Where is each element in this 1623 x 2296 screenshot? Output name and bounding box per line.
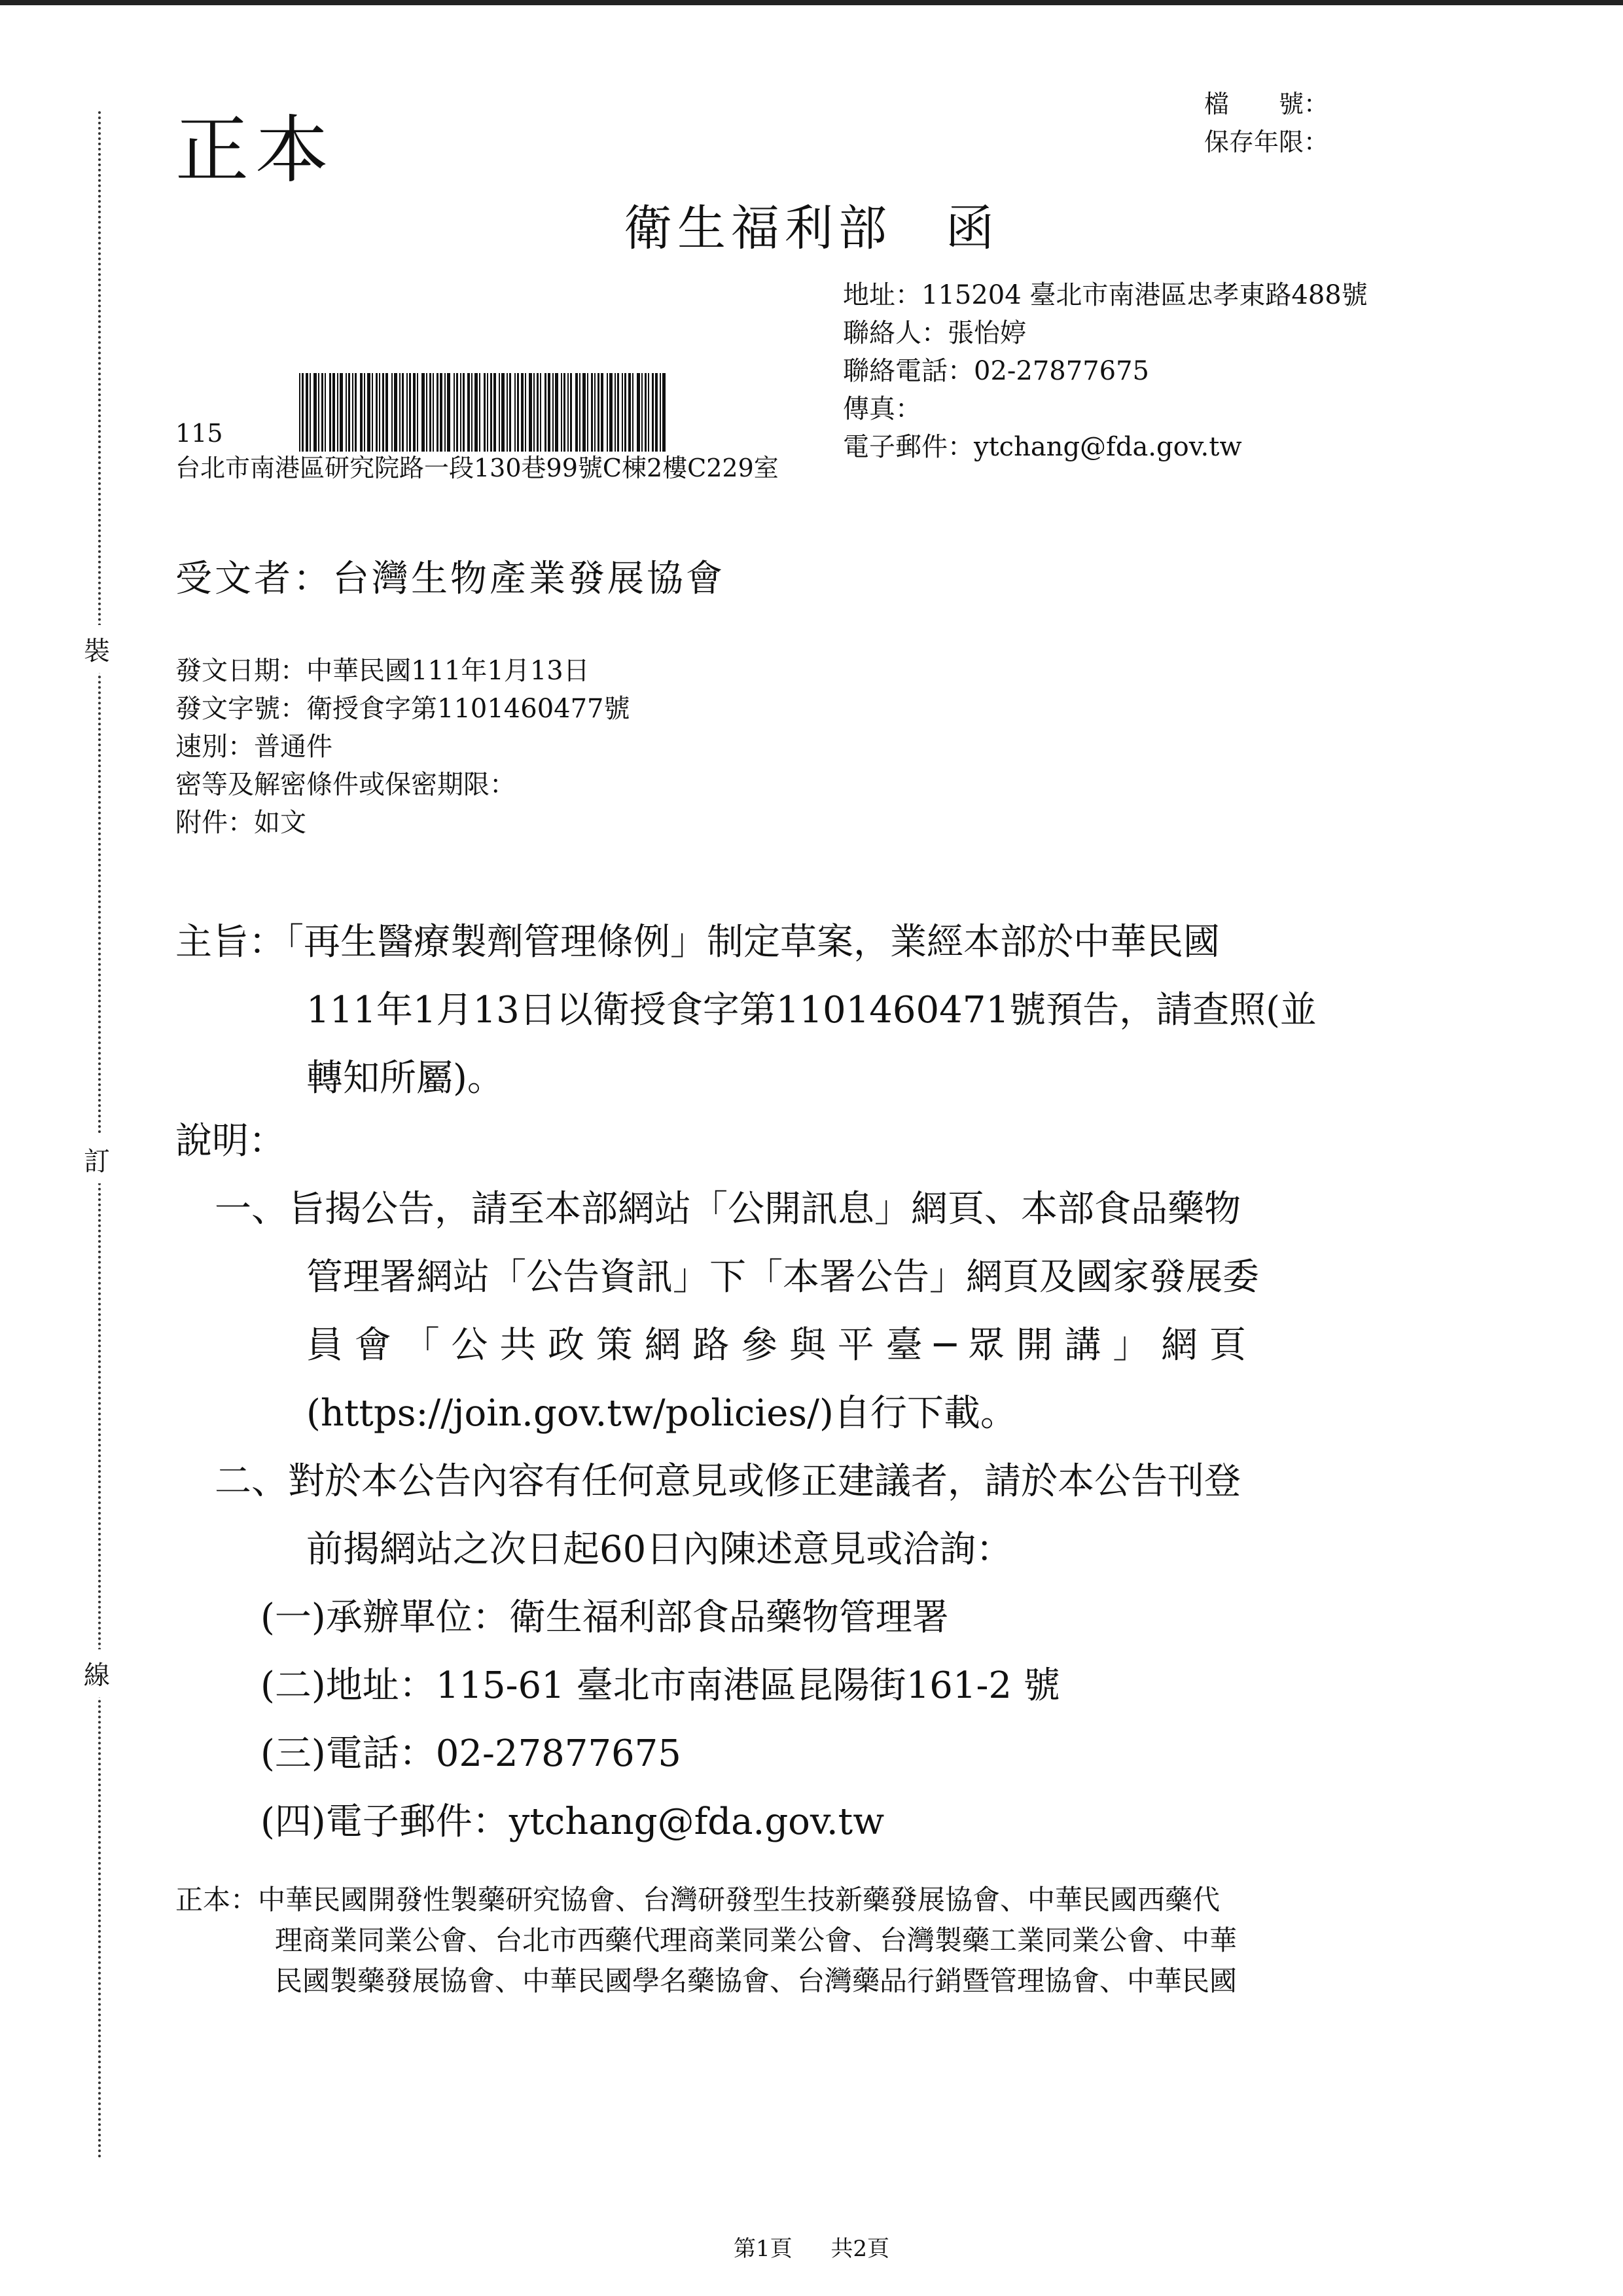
barcode-bar <box>552 373 554 452</box>
barcode-bar <box>340 373 343 452</box>
barcode-bar <box>509 373 511 452</box>
contact-phone: 聯絡電話：02-27877675 <box>843 356 1150 386</box>
barcode-bar <box>460 373 461 452</box>
barcode-bar <box>394 373 397 452</box>
mailing-postcode: 115 <box>175 419 223 448</box>
barcode-bar <box>609 373 613 452</box>
page-number <box>0 2231 1623 2263</box>
archive-info <box>1204 85 1329 161</box>
contact-fax: 傳真： <box>843 394 921 424</box>
barcode-bar <box>648 373 649 452</box>
barcode-bar <box>299 373 300 452</box>
barcode-bar <box>525 373 526 452</box>
barcode-bar <box>537 373 539 452</box>
barcode-bar <box>321 373 323 452</box>
barcode-bar <box>544 373 546 452</box>
contact-email: 電子郵件：ytchang@fda.gov.tw <box>843 432 1242 462</box>
mailing-address: 台北市南港區研究院路一段130巷99號C棟2樓C229室 <box>175 454 779 482</box>
barcode-bar <box>413 373 416 452</box>
binding-mark-ding: 訂 <box>84 1136 110 1183</box>
current-page: 第1頁 <box>733 2236 793 2262</box>
barcode-bar <box>617 373 619 452</box>
barcode-bar <box>367 373 370 452</box>
barcode-bar <box>582 373 586 452</box>
barcode-bar <box>382 373 384 452</box>
barcode-bar <box>507 373 508 452</box>
barcode-bar <box>628 373 631 452</box>
barcode-bar <box>313 373 317 452</box>
barcode-bar <box>385 373 388 452</box>
barcode-bar <box>409 373 411 452</box>
contact-address: (二)地址：115-61 臺北市南港區昆陽街161-2 號 <box>260 1664 1060 1707</box>
original-copy-stamp: 正本 <box>175 108 335 193</box>
explanation-item-2-line: 前揭網站之次日起60日內陳述意見或洽詢： <box>306 1528 1013 1571</box>
barcode-bar <box>533 373 535 452</box>
binding-mark-xian: 線 <box>84 1649 110 1697</box>
total-pages: 共2頁 <box>830 2236 890 2262</box>
subject-section <box>175 908 1317 1113</box>
barcode-bar <box>355 373 357 452</box>
scan-top-border <box>0 0 1623 5</box>
barcode-bar <box>310 373 311 452</box>
attachment: 附件：如文 <box>175 808 306 838</box>
barcode-bar <box>399 373 401 452</box>
barcode-bar <box>499 373 500 452</box>
document-number: 發文字號：衛授食字第1101460477號 <box>175 694 630 724</box>
barcode-bar <box>402 373 404 452</box>
barcode-bar <box>575 373 578 452</box>
barcode-bar <box>622 373 623 452</box>
barcode-bar <box>329 373 331 452</box>
barcode-bar <box>360 373 363 452</box>
barcode-bar <box>490 373 492 452</box>
barcode-bar <box>376 373 378 452</box>
barcode-bar <box>447 373 450 452</box>
barcode-bar <box>421 373 425 452</box>
copies-line: 理商業同業公會、台北市西藥代理商業同業公會、台灣製藥工業同業公會、中華 <box>275 1924 1238 1956</box>
barcode-bar <box>440 373 442 452</box>
barcode-bar <box>579 373 580 452</box>
barcode-bar <box>563 373 565 452</box>
barcode-bar <box>570 373 572 452</box>
barcode-bar <box>501 373 505 452</box>
barcode-bar <box>641 373 643 452</box>
barcode-bar <box>521 373 524 452</box>
barcode-icon <box>298 373 671 452</box>
contact-email-address: (四)電子郵件：ytchang@fda.gov.tw <box>260 1801 885 1843</box>
barcode-bar <box>655 373 658 452</box>
issue-date: 發文日期：中華民國111年1月13日 <box>175 656 590 686</box>
barcode-bar <box>597 373 599 452</box>
barcode-bar <box>471 373 473 452</box>
barcode-bar <box>645 373 647 452</box>
barcode-bar <box>484 373 486 452</box>
barcode-bar <box>426 373 427 452</box>
barcode-bar <box>587 373 588 452</box>
barcode-bar <box>318 373 319 452</box>
barcode-bar <box>306 373 308 452</box>
subject-line: 轉知所屬)。 <box>306 1057 504 1100</box>
barcode-bar <box>352 373 353 452</box>
barcode-bar <box>429 373 431 452</box>
barcode-bar <box>332 373 335 452</box>
barcode-bar <box>337 373 338 452</box>
barcode-bar <box>615 373 616 452</box>
explanation-item-2-line: 二、對於本公告內容有任何意見或修正建議者，請於本公告刊登 <box>215 1460 1241 1503</box>
document-meta <box>175 652 630 842</box>
barcode-bar <box>372 373 373 452</box>
barcode-bar <box>567 373 569 452</box>
copies-line: 正本：中華民國開發性製藥研究協會、台灣研發型生技新藥發展協會、中華民國西藥代 <box>175 1884 1221 1916</box>
subject-line: 111年1月13日以衛授食字第1101460471號預告，請查照(並 <box>306 989 1317 1031</box>
barcode-bar <box>474 373 478 452</box>
barcode-bar <box>454 373 455 452</box>
barcode-bar <box>463 373 465 452</box>
barcode-bar <box>348 373 350 452</box>
contact-telephone: (三)電話：02-27877675 <box>260 1732 681 1775</box>
barcode-bar <box>637 373 640 452</box>
explanation-item-1-line: 一、旨揭公告，請至本部網站「公開訊息」網頁、本部食品藥物 <box>215 1188 1241 1230</box>
barcode-bar <box>493 373 496 452</box>
barcode-bar <box>624 373 626 452</box>
barcode-bar <box>433 373 434 452</box>
barcode-bar <box>437 373 438 452</box>
barcode-bar <box>479 373 480 452</box>
explanation-heading: 說明： <box>175 1120 285 1162</box>
barcode-bar <box>652 373 654 452</box>
barcode-bar <box>632 373 633 452</box>
explanation-item-1-line: 員 會 「 公 共 政 策 網 路 參 與 平 臺 ─ 眾 開 講 」 網 頁 <box>306 1324 1246 1367</box>
barcode-bar <box>417 373 418 452</box>
barcode-bar <box>346 373 347 452</box>
barcode-bar <box>594 373 596 452</box>
barcode-bar <box>444 373 446 452</box>
barcode-bar <box>548 373 550 452</box>
delivery-speed: 速別：普通件 <box>175 732 332 762</box>
document-title: 衛生福利部 函 <box>624 200 999 257</box>
contact-unit: (一)承辦單位：衛生福利部食品藥物管理署 <box>260 1596 949 1639</box>
barcode-bar <box>456 373 458 452</box>
barcode-bar <box>660 373 661 452</box>
binding-mark-zhuang: 裝 <box>84 625 110 673</box>
barcode-bar <box>514 373 516 452</box>
barcode-bar <box>487 373 488 452</box>
barcode-bar <box>662 373 666 452</box>
barcode-bar <box>517 373 519 452</box>
barcode-bar <box>561 373 562 452</box>
barcode-bar <box>555 373 558 452</box>
explanation-item-1-line: 管理署網站「公告資訊」下「本署公告」網頁及國家發展委 <box>306 1256 1259 1299</box>
recipient: 受文者：台灣生物產業發展協會 <box>175 558 725 600</box>
retention-period-label: 保存年限： <box>1204 128 1329 156</box>
sender-address: 地址：115204 臺北市南港區忠孝東路488號 <box>843 280 1368 310</box>
barcode-bar <box>379 373 380 452</box>
barcode-bar <box>302 373 304 452</box>
barcode-bar <box>467 373 470 452</box>
copies-list <box>175 1880 1237 2001</box>
barcode-bar <box>540 373 541 452</box>
sender-contact-block <box>843 276 1368 466</box>
barcode-bar <box>529 373 532 452</box>
barcode-bar <box>325 373 326 452</box>
barcode-bar <box>601 373 603 452</box>
copies-line: 民國製藥發展協會、中華民國學名藥協會、台灣藥品行銷暨管理協會、中華民國 <box>275 1965 1238 1997</box>
subject-line: 主旨：「再生醫療製劑管理條例」制定草案，業經本部於中華民國 <box>175 921 1220 963</box>
barcode-bar <box>391 373 393 452</box>
barcode-bar <box>591 373 593 452</box>
barcode-bar <box>364 373 365 452</box>
security-level: 密等及解密條件或保密期限： <box>175 770 516 800</box>
barcode-bar <box>406 373 408 452</box>
explanation-item-1-url: (https://join.gov.tw/policies/)自行下載。 <box>306 1392 1017 1435</box>
file-number-label: 檔 號： <box>1204 90 1329 118</box>
contact-person: 聯絡人：張怡婷 <box>843 318 1026 348</box>
explanation-section <box>175 1107 1259 1856</box>
barcode-bar <box>607 373 608 452</box>
